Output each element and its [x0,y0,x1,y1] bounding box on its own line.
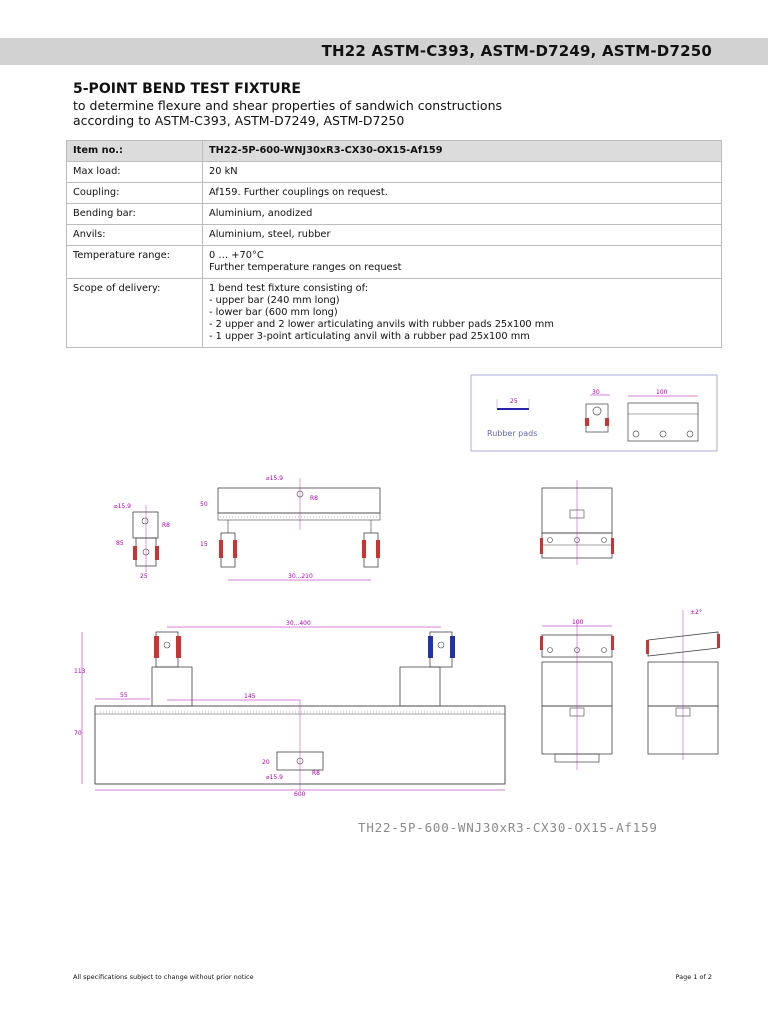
spec-label: Bending bar: [67,204,203,225]
side-dim-85: 85 [116,540,124,547]
spec-label: Coupling: [67,183,203,204]
spec-value: Aluminium, anodized [203,204,722,225]
spec-label: Max load: [67,162,203,183]
main-dim-113: 113 [74,668,86,675]
end-view-2 [646,609,720,760]
end-dim-angle: ±2° [690,609,702,616]
spec-label: Temperature range: [67,246,203,279]
temperature-range: 0 … +70°C [209,250,264,261]
spec-label: Scope of delivery: [67,279,203,348]
main-dim-range: 30...400 [286,620,311,627]
side-dim-r8: R8 [162,522,170,529]
rubber-pads-label: Rubber pads [487,429,538,438]
scope-line: - 1 upper 3-point articulating anvil with a rubber pad 25x100 mm [209,331,530,342]
footer-page-number: Page 1 of 2 [675,973,712,981]
upper-dim-r8: R8 [310,495,318,502]
spec-value: Aluminium, steel, rubber [203,225,722,246]
end-dim-100: 100 [572,619,584,626]
side-dim-25: 25 [140,573,148,580]
scope-line: 1 bend test fixture consisting of: [209,283,369,294]
spec-value [203,279,722,348]
inset-dim-30: 30 [592,389,600,396]
subtitle-line-1: to determine flexure and shear properties of sandwich constructions [73,98,502,113]
header-title: TH22 ASTM-C393, ASTM-D7249, ASTM-D7250 [321,42,712,60]
scope-line: - upper bar (240 mm long) [209,295,340,306]
spec-label: Item no.: [67,141,203,162]
main-dim-r8: R8 [312,770,320,777]
inset-rubber-pads [471,375,717,451]
spec-value: Af159. Further couplings on request. [203,183,722,204]
spec-value: TH22-5P-600-WNJ30xR3-CX30-OX15-Af159 [203,141,722,162]
spec-row-scope [67,279,722,348]
end-view-1 [540,619,614,770]
main-dim-d159: ⌀15.9 [266,774,283,781]
document-title: 5-POINT BEND TEST FIXTURE [73,81,301,97]
upper-dim-15: 15 [200,541,208,548]
side-dim-d159: ⌀15.9 [114,503,131,510]
main-dim-20: 20 [262,759,270,766]
upper-dim-range: 30...210 [288,573,313,580]
main-view [74,620,505,798]
spec-value [203,246,722,279]
spec-table [66,140,722,348]
spec-row-item-no [67,141,722,162]
document-subtitle [73,98,502,128]
drawing-label: TH22-5P-600-WNJ30xR3-CX30-OX15-Af159 [358,820,658,835]
upper-dim-50: 50 [200,501,208,508]
main-dim-70: 70 [74,730,82,737]
technical-drawing [0,360,768,810]
main-dim-145: 145 [244,693,256,700]
main-dim-55: 55 [120,692,128,699]
side-view-small [114,503,170,580]
subtitle-line-2: according to ASTM-C393, ASTM-D7249, ASTM-D7250 [73,113,405,128]
spec-row-anvils [67,225,722,246]
inset-dim-25: 25 [510,398,518,405]
front-view-upper [540,480,614,565]
spec-row-temperature [67,246,722,279]
spec-row-coupling [67,183,722,204]
spec-row-max-load [67,162,722,183]
spec-row-bending-bar [67,204,722,225]
temperature-note: Further temperature ranges on request [209,262,402,273]
inset-dim-100: 100 [656,389,668,396]
scope-line: - lower bar (600 mm long) [209,307,338,318]
scope-line: - 2 upper and 2 lower articulating anvils with rubber pads 25x100 mm [209,319,554,330]
upper-bar-view [200,475,380,580]
spec-value: 20 kN [203,162,722,183]
main-dim-600: 600 [294,791,306,798]
footer-notice: All specifications subject to change without prior notice [73,973,254,981]
upper-dim-d159: ⌀15.9 [266,475,283,482]
spec-label: Anvils: [67,225,203,246]
